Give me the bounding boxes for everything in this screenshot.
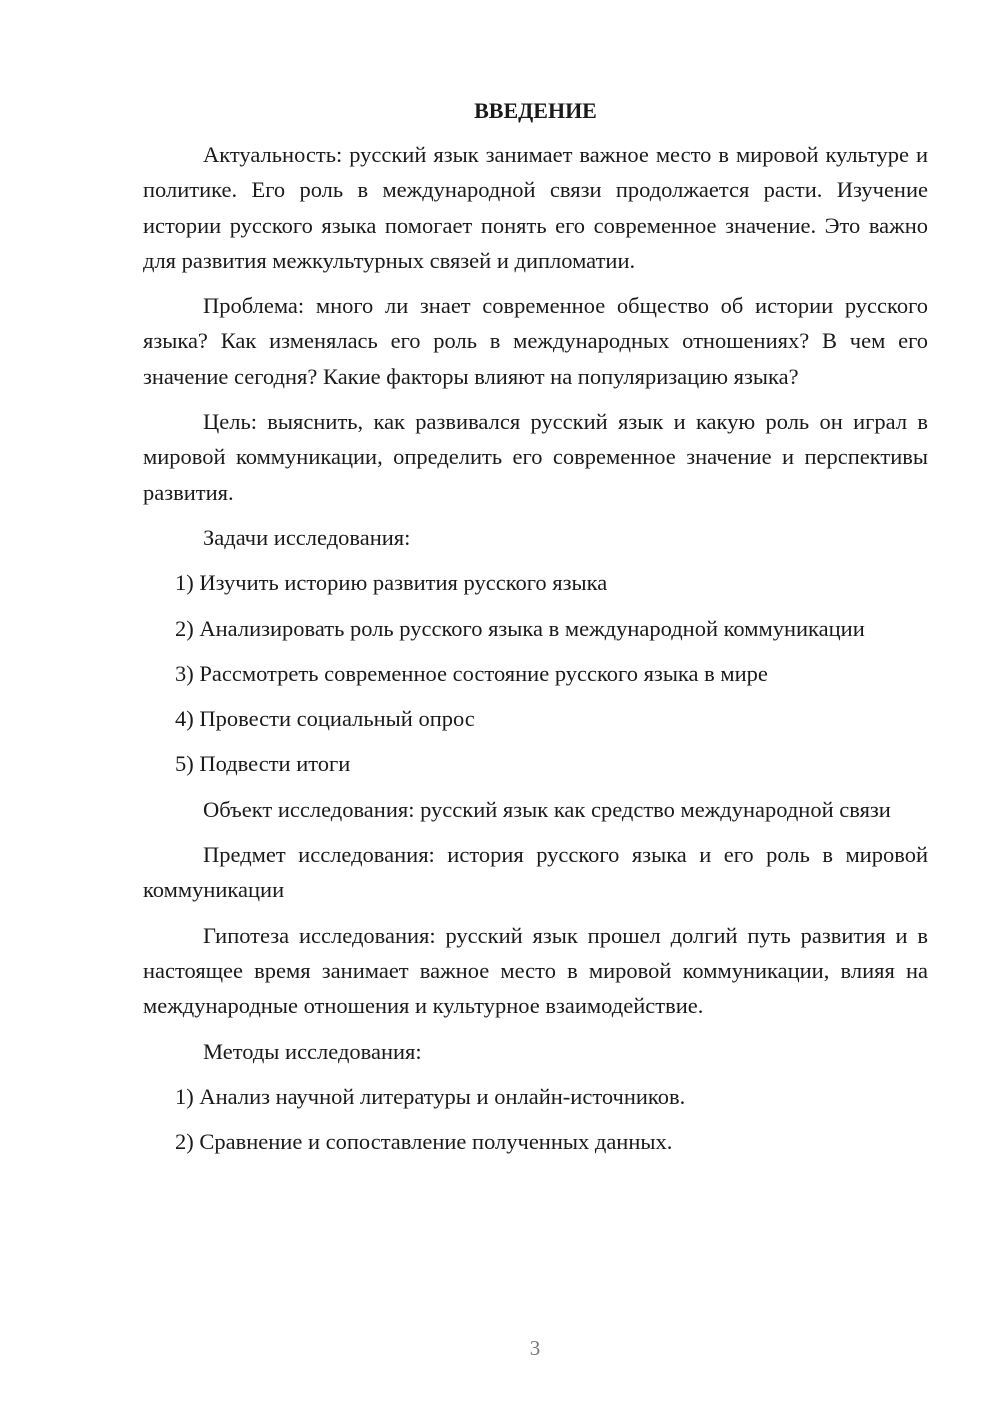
object-paragraph: Объект исследования: русский язык как средство международной связи <box>203 796 891 822</box>
section-heading: ВВЕДЕНИЕ <box>474 98 597 123</box>
problem-paragraph: Проблема: много ли знает современное общество об истории русского языка? Как изменялась его роль в международных отношениях? В чем его значение сегодня? Какие факторы влияют на популяризацию языка? <box>143 293 928 389</box>
hypothesis-paragraph: Гипотеза исследования: русский язык прошел долгий путь развития и в настоящее время занимает важное место в мировой коммуникации, влияя на международные отношения и культурное взаимодействие. <box>143 922 928 1019</box>
task-item-4: 4) Провести социальный опрос <box>175 706 475 732</box>
task-item-2: 2) Анализировать роль русского языка в международной коммуникации <box>175 615 865 641</box>
task-item-1: 1) Изучить историю развития русского языка <box>175 570 608 596</box>
method-item-1: 1) Анализ научной литературы и онлайн-источников. <box>175 1083 686 1109</box>
page-number: 3 <box>529 1336 541 1360</box>
task-item-3: 3) Рассмотреть современное состояние русского языка в мире <box>175 660 768 686</box>
relevance-paragraph: Актуальность: русский язык занимает важное место в мировой культуре и политике. Его роль в международной связи продолжается расти. Изучение истории русского языка помогает понять его современное значение. Это важно для развития межкультурных связей и дипломатии. <box>143 142 928 273</box>
subject-paragraph: Предмет исследования: история русского языка и его роль в мировой коммуникации <box>143 842 928 903</box>
task-item-5: 5) Подвести итоги <box>175 751 351 777</box>
method-item-2: 2) Сравнение и сопоставление полученных данных. <box>175 1129 673 1155</box>
tasks-title: Задачи исследования: <box>203 524 411 550</box>
document-page <box>143 94 928 1159</box>
methods-title: Методы исследования: <box>203 1038 422 1064</box>
goal-paragraph: Цель: выяснить, как развивался русский язык и какую роль он играл в мировой коммуникации, определить его современное значение и перспективы развития. <box>143 409 928 505</box>
